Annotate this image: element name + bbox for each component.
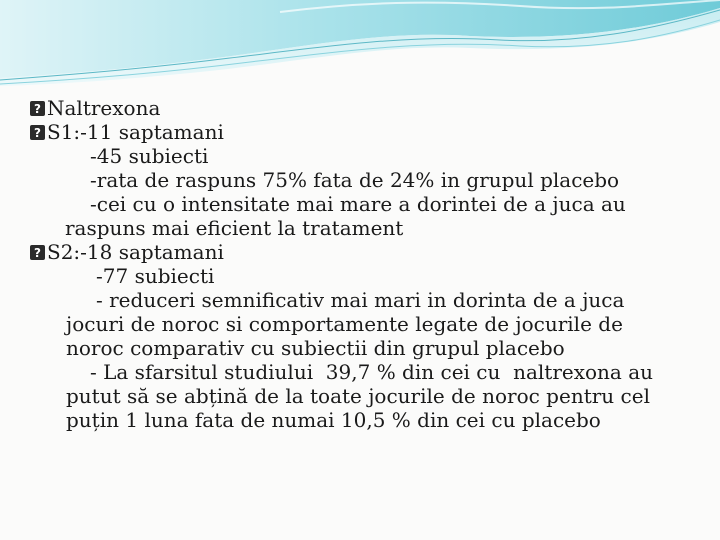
unknown-glyph-box-icon [30, 101, 45, 116]
sub-line: noroc comparativ cu subiectii din grupul placebo [66, 336, 565, 360]
sub-line: -77 subiecti [96, 264, 215, 288]
bullet-item-s1 [30, 120, 700, 144]
sub-line: raspuns mai eficient la tratament [65, 216, 404, 240]
slide-body [30, 96, 700, 432]
sub-line: -45 subiecti [90, 144, 209, 168]
unknown-glyph-box-icon [30, 245, 45, 260]
sub-line: -rata de raspuns 75% fata de 24% in grupul placebo [90, 168, 620, 192]
bullet-title: S1:-11 saptamani [47, 120, 224, 144]
header-wave-decoration [0, 0, 720, 92]
bullet-title: Naltrexona [47, 96, 161, 120]
sub-line: - reduceri semnificativ mai mari in dorinta de a juca [96, 288, 625, 312]
sub-line: -cei cu o intensitate mai mare a dorintei de a juca au [90, 192, 626, 216]
bullet-item-naltrexona [30, 96, 700, 120]
sub-line: jocuri de noroc si comportamente legate de jocurile de [66, 312, 623, 336]
sub-line: putut să se abțină de la toate jocurile de noroc pentru cel [66, 384, 650, 408]
sub-line: - La sfarsitul studiului 39,7 % din cei cu naltrexona au [90, 360, 654, 384]
sub-line: puțin 1 luna fata de numai 10,5 % din cei cu placebo [66, 408, 601, 432]
bullet-item-s2 [30, 240, 700, 264]
unknown-glyph-box-icon [30, 125, 45, 140]
bullet-title: S2:-18 saptamani [47, 240, 224, 264]
